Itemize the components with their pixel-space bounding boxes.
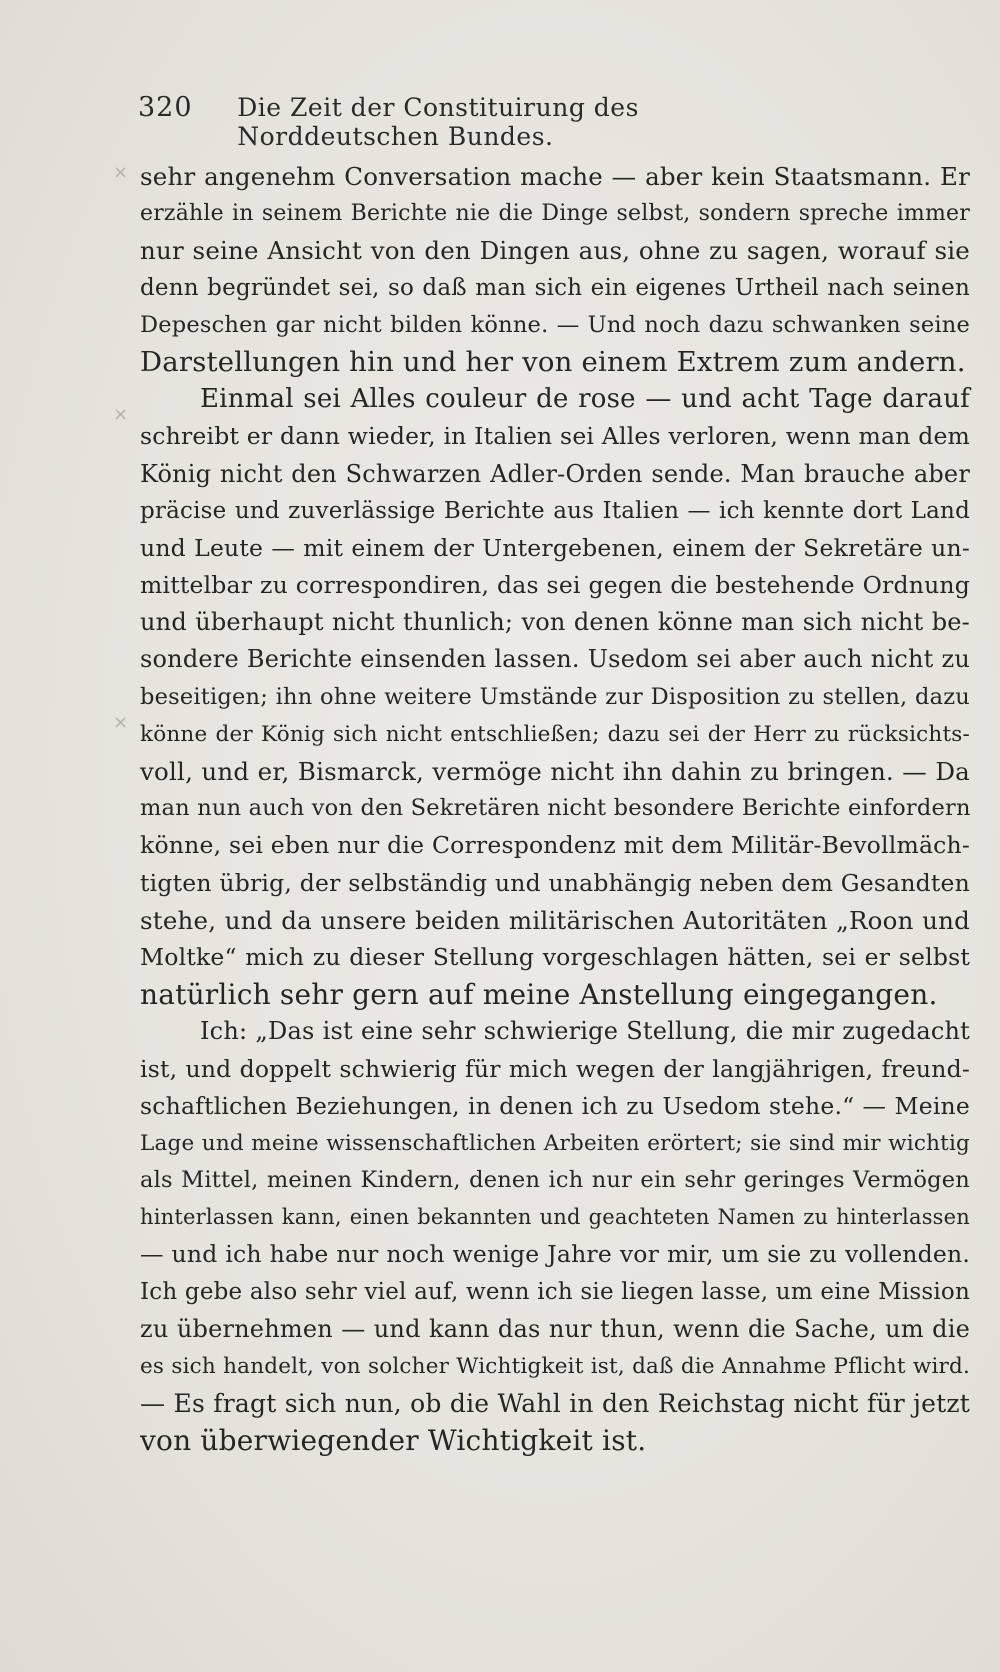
text-line: mittelbar zu correspondiren, das sei gegen die bestehende Ordnung bbox=[140, 571, 970, 600]
body-text bbox=[140, 158, 970, 1460]
paragraph bbox=[140, 381, 970, 1013]
text-line: sondere Berichte einsenden lassen. Usedom sei aber auch nicht zu bbox=[140, 645, 970, 674]
text-line: Einmal sei Alles couleur de rose — und acht Tage darauf bbox=[200, 384, 970, 415]
text-line: König nicht den Schwarzen Adler-Orden sende. Man brauche aber bbox=[140, 459, 970, 488]
running-head bbox=[138, 92, 838, 151]
text-line: es sich handelt, von solcher Wichtigkeit ist, daß die Annahme Pflicht wird. bbox=[140, 1354, 970, 1379]
paragraph bbox=[140, 158, 970, 381]
text-line: schreibt er dann wieder, in Italien sei Alles verloren, wenn man dem bbox=[140, 422, 971, 451]
text-line: ist, und doppelt schwierig für mich wegen der langjährigen, freund- bbox=[140, 1054, 970, 1083]
text-line: von überwiegender Wichtigkeit ist. bbox=[140, 1424, 647, 1458]
text-line: beseitigen; ihn ohne weitere Umstände zur Disposition zu stellen, dazu bbox=[140, 683, 970, 710]
text-line: Darstellungen hin und her von einem Extrem zum andern. bbox=[140, 345, 966, 378]
text-line: erzähle in seinem Berichte nie die Dinge selbst, sondern spreche immer bbox=[140, 201, 970, 227]
text-line: als Mittel, meinen Kindern, denen ich nur ein sehr geringes Vermögen bbox=[140, 1167, 970, 1194]
text-line: Moltke“ mich zu dieser Stellung vorgeschlagen hätten, sei er selbst bbox=[140, 942, 970, 971]
text-line: könne, sei eben nur die Correspondenz mit dem Militär-Bevollmäch- bbox=[140, 831, 970, 860]
text-line: tigten übrig, der selbständig und unabhängig neben dem Gesandten bbox=[140, 868, 970, 897]
text-line: Ich gebe also sehr viel auf, wenn ich sie liegen lasse, um eine Mission bbox=[140, 1278, 970, 1305]
text-line: — und ich habe nur noch wenige Jahre vor mir, um sie zu vollenden. bbox=[140, 1240, 970, 1269]
text-line: schaftlichen Beziehungen, in denen ich zu Usedom stehe.“ — Meine bbox=[140, 1091, 970, 1120]
running-title: Die Zeit der Constituirung des Norddeutschen Bundes. bbox=[237, 93, 639, 151]
text-line: stehe, und da unsere beiden militärischen Autoritäten „Roon und bbox=[140, 905, 970, 935]
margin-mark: × bbox=[113, 404, 129, 425]
text-line: Lage und meine wissenschaftlichen Arbeiten erörtert; sie sind mir wichtig bbox=[140, 1130, 970, 1156]
margin-mark: × bbox=[113, 162, 129, 183]
text-line: sehr angenehm Conversation mache — aber kein Staatsmann. Er bbox=[140, 162, 970, 191]
text-line: könne der König sich nicht entschließen; dazu sei der Herr zu rücksichts- bbox=[140, 721, 970, 747]
text-line: denn begründet sei, so daß man sich ein eigenes Urtheil nach seinen bbox=[140, 274, 970, 301]
text-line: man nun auch von den Sekretären nicht besondere Berichte einfordern bbox=[140, 795, 971, 822]
text-line: hinterlassen kann, einen bekannten und geachteten Namen zu hinterlassen bbox=[140, 1205, 970, 1230]
text-line: präcise und zuverlässige Berichte aus Italien — ich kennte dort Land bbox=[140, 497, 970, 524]
text-line: natürlich sehr gern auf meine Anstellung eingegangen. bbox=[140, 978, 938, 1012]
text-line: zu übernehmen — und kann das nur thun, wenn die Sache, um die bbox=[140, 1314, 970, 1343]
text-line: und Leute — mit einem der Untergebenen, einem der Sekretäre un- bbox=[140, 533, 970, 562]
page-number: 320 bbox=[138, 92, 193, 123]
text-line: Ich: „Das ist eine sehr schwierige Stellung, die mir zugedacht bbox=[200, 1017, 970, 1046]
text-line: Depeschen gar nicht bilden könne. — Und noch dazu schwanken seine bbox=[140, 311, 970, 338]
margin-mark: × bbox=[113, 712, 129, 733]
text-line: nur seine Ansicht von den Dingen aus, ohne zu sagen, worauf sie bbox=[140, 236, 970, 266]
paragraph bbox=[140, 1013, 970, 1459]
text-line: — Es fragt sich nun, ob die Wahl in den Reichstag nicht für jetzt bbox=[140, 1389, 970, 1419]
text-line: voll, und er, Bismarck, vermöge nicht ihn dahin zu bringen. — Da bbox=[140, 757, 970, 786]
text-line: und überhaupt nicht thunlich; von denen könne man sich nicht be- bbox=[140, 608, 970, 637]
